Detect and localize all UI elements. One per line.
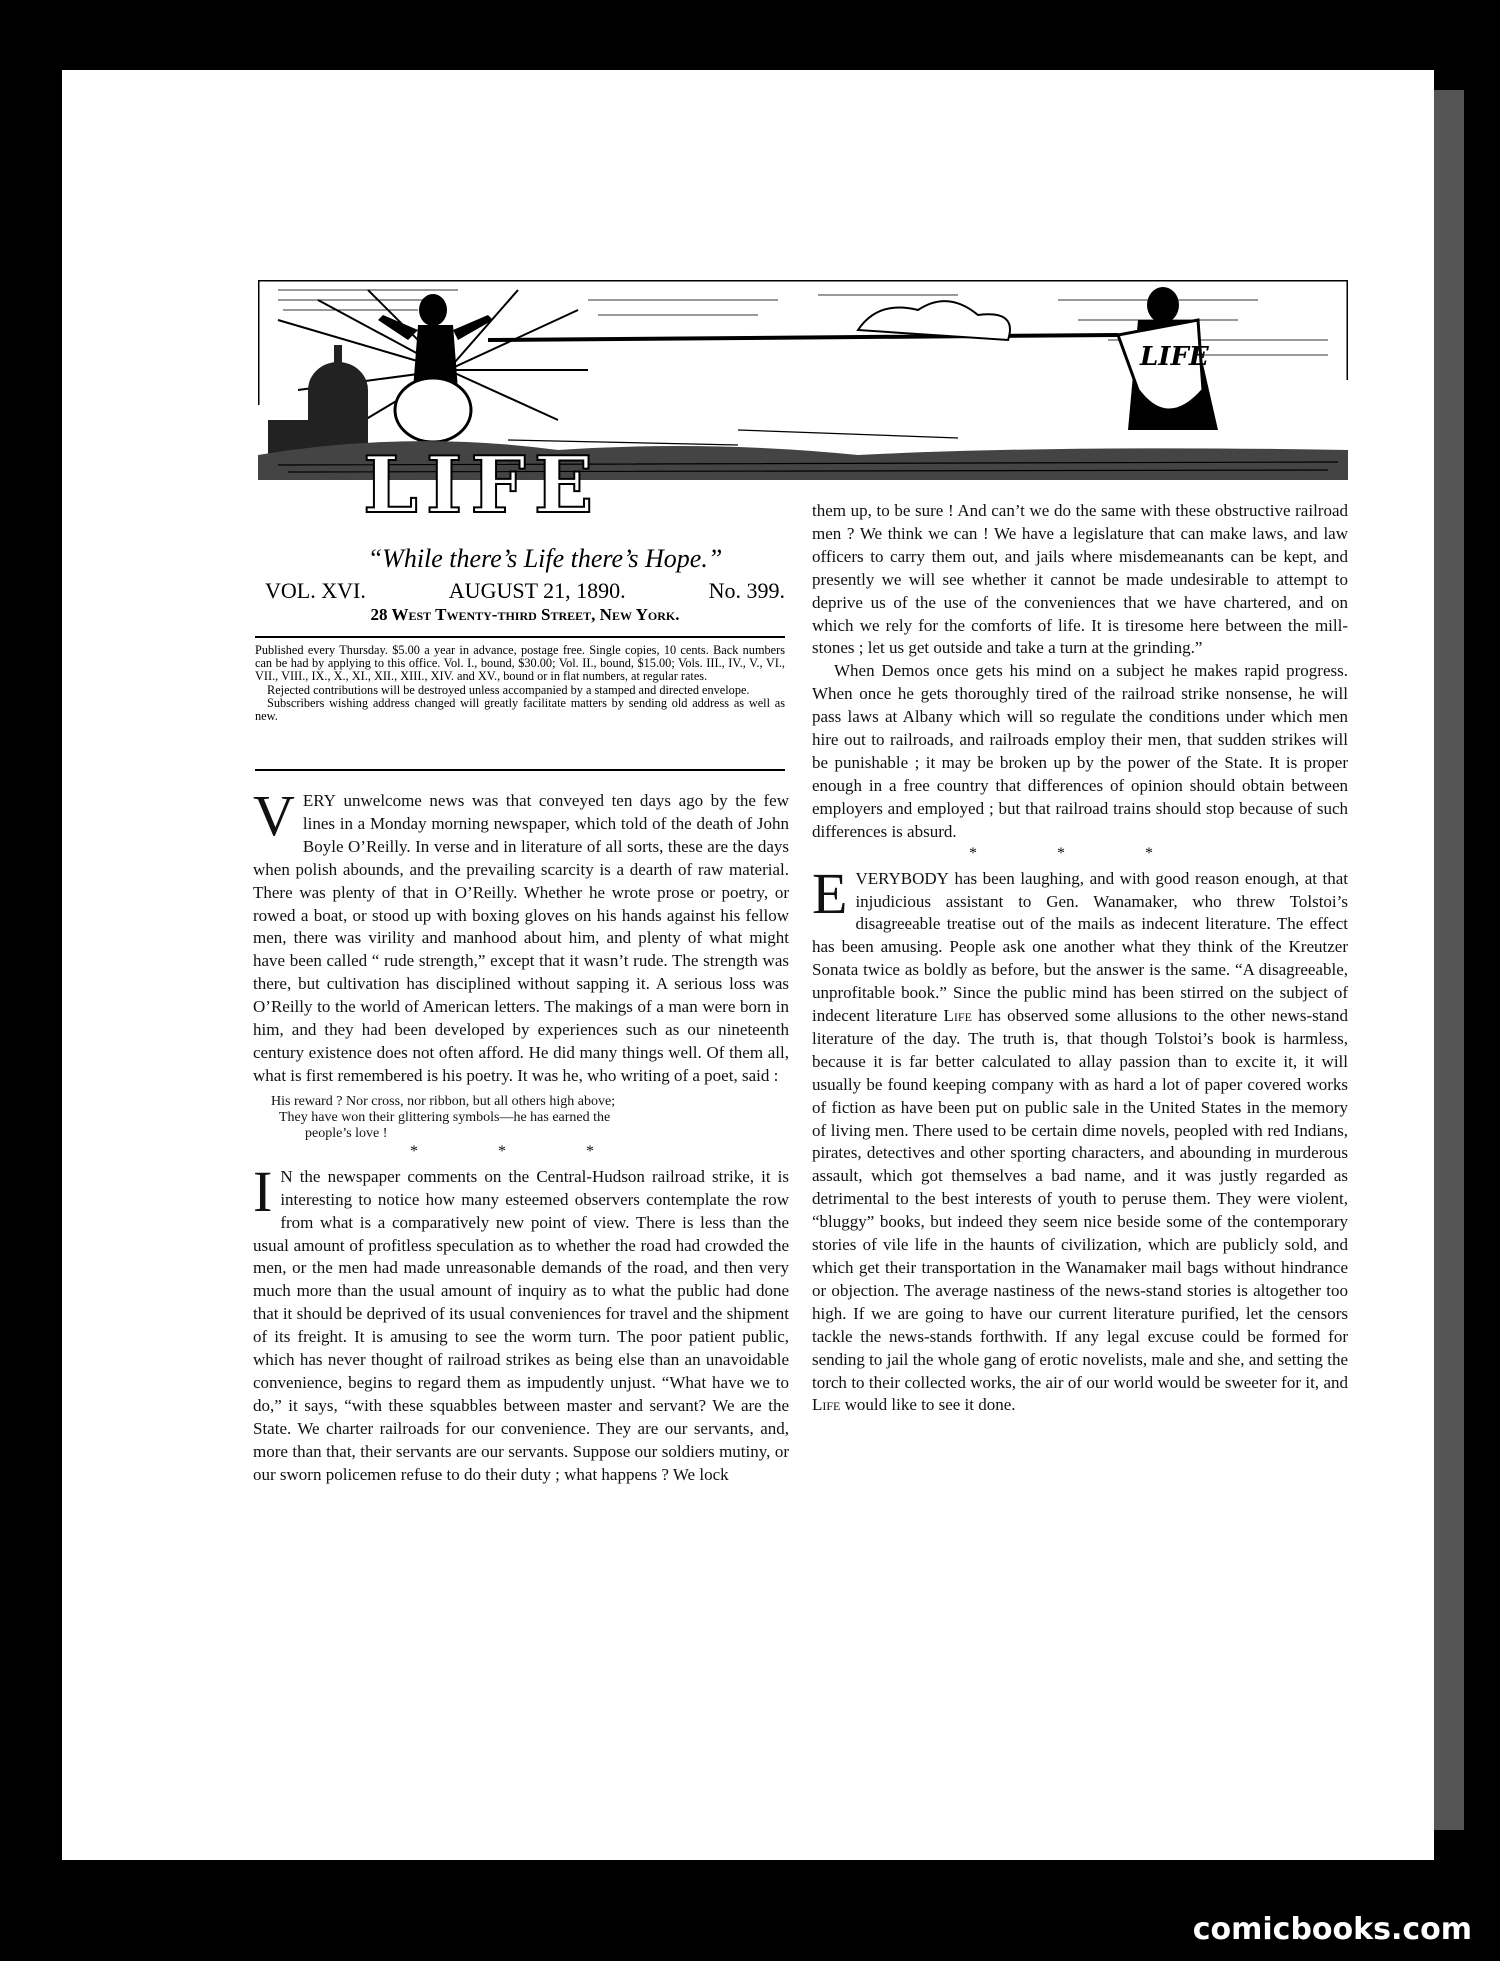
article-text: the newspaper comments on the Central-Hudson railroad strike, it is interesting to notice how many esteemed observers contemplate the row from what is a comparatively new point of view. There is less than the usual amount of profitless speculation as to whether the road had crowded the men, or the men had made unreasonable demands of the road, and then very much more than the usual amount of inquiry as to what the public had done that it should be deprived of its usual conveniences for travel and the shipment of its freight. It is amusing to see the worm turn. The poor patient public, which has never thought of railroad strikes as being else than an unavoidable convenience, begins to regard them as impudently unjust. “What have we to do,” it says, “with these squabbles between master and servant? We are the State. We charter railroads for our convenience. They are our servants, and, more than that, their servants are our servants. Suppose our soldiers mutiny, or our sworn policemen refuse to do their duty ; what happens ? We lock (253, 1166, 789, 1484)
publisher-address: 28 West Twenty-third Street, New York. (370, 605, 680, 624)
article-text: unwelcome news was that conveyed ten days ago by the few lines in a Monday morning newspaper, which told of the death of John Boyle O’Reilly. In verse and in literature of all sorts, these are the days when polish abounds, and the prevailing scarcity is a dearth of raw material. There was plenty of that in O’Reilly. Whether he wrote prose or poetry, or rowed a boat, or stood up with boxing gloves on his hands against his fellow men, there was virility and manhood about him, and plenty of what might have been called “ rude strength,” except that it wasn’t rude. The strength was there, but cultivation has disciplined without sapping it. A serious loss was O’Reilly to the world of American letters. The makings of a man were born in him, and they had been developed by experiences such as our nineteenth century existence does not often afford. He did many things well. Of them all, what is first remembered is his poetry. It was he, who writing of a poet, said : (253, 791, 789, 1085)
poem-line: people’s love ! (305, 1125, 388, 1141)
subscription-info: Published every Thursday. $5.00 a year in advance, postage free. Single copies, 10 cents. Back numbers can be had by applying to this office. Vol. I., bound, $30.00; Vol. II., bound, $15.00; Vols. III., IV., V., VI., VII., VIII., IX., X., XI., XII., XIII., XIV. and XV., bound or in flat numbers, at regular rates. (255, 643, 785, 684)
issue-number: No. 399. (708, 578, 785, 603)
issue-date: AUGUST 21, 1890. (448, 578, 626, 603)
article-railroad (253, 1158, 789, 1487)
left-column (253, 783, 789, 1486)
drop-cap: E (812, 860, 848, 926)
life-name: Life (943, 1006, 972, 1026)
article-paragraph: When Demos once gets his mind on a subject he makes rapid progress. When once he gets thoroughly tired of the railroad strike nonsense, he will pass laws at Albany which will so regulate the conditions under which men hire out to railroads, and railroads employ their men, that sudden strikes will be punishable ; it may be broken up by the power of the State. It is proper enough in a free country that differences of opinion should obtain between employers and employed ; but that railroad trains should stop because of such differences is absurd. (812, 661, 1348, 841)
motto: “While there’s Life there’s Hope.” (367, 544, 723, 573)
article-text: has observed some allusions to the other news-stand literature of the day. The truth is, that though Tolstoi’s book is harmless, because it is far better calculated to allay passion than to excite it, it will usually be found keeping company with as hard a lot of paper covered works of fiction as have been put on public sale in the United States in the memory of living men. There used to be certain dime novels, peopled with red Indians, pirates, detectives and other sporting characters, and abounding in murderous assault, which got themselves a bad name, and it was justly regarded as detrimental to the best interests of youth to peruse them. They were violent, “bluggy” books, but indeed they seem nice beside some of the contemporary stories of vile life in the haunts of civilization, which are publicly sold, and which get their transportation in the Wanamaker mail bags without hindrance or objection. The average nastiness of the news-stand stories is altogether too high. If we are going to have our current literature purified, let the censors tackle the news-stands forthwith. If any legal excuse could be formed for sending to jail the whole gang of erotic novelists, male and she, and setting the torch to their collected works, the air of our world would be sweeter for it, and (812, 1006, 1348, 1392)
section-separator: * * * (969, 844, 1191, 862)
article-text: has been laughing, and with good reason enough, at that injudicious assistant to Gen. Wanamaker, who threw Tolstoi’s disagreeable treatise out of the mails as indecent literature. The effect has been amusing. People ask one another what they think of the Kreutzer Sonata twice as boldly as before, but the answer is the same. “A disagreeable, unprofitable book.” Since the public mind has been stirred on the subject of indecent literature (812, 868, 1348, 1026)
drop-cap: V (253, 783, 295, 848)
section-separator: * * * (410, 1142, 632, 1160)
address-change-info: Subscribers wishing address changed will greatly facilitate matters by sending old address as well as new. (255, 695, 785, 724)
watermark: comicbooks.com (1192, 1912, 1472, 1947)
article-text: would like to see it done. (840, 1395, 1016, 1415)
poem-line: They have won their glittering symbols—he has earned the (279, 1109, 611, 1125)
article-tolstoi (812, 860, 1348, 1418)
lead-caps: ERY (302, 791, 336, 810)
shield-label: LIFE (1140, 342, 1209, 372)
contributions-info: Rejected contributions will be destroyed unless accompanied by a stamped and directed envelope. (267, 682, 750, 697)
lead-caps: VERYBODY (855, 868, 949, 888)
life-name: Life (812, 1395, 841, 1415)
poem-quote (271, 1094, 789, 1142)
lead-caps: N (280, 1166, 293, 1186)
poem-line: His reward ? Nor cross, nor ribbon, but all others high above; (271, 1093, 616, 1109)
article-oreilly (253, 783, 789, 1088)
life-logo: LIFE (363, 440, 602, 520)
volume-number: VOL. XVI. (265, 578, 366, 603)
article-railroad-continued: them up, to be sure ! And can’t we do the same with these obstructive railroad men ? We think we can ! We have a legislature that can make laws, and law officers to carry them out, and jails where misdemeanants can be kept, and presently we will see whether it cannot be made undesirable to attempt to deprive us of the use of the conveniences that we have chartered, and on which we rely for the comforts of life. It is tiresome here between the mill-stones ; let us get outside and take a turn at the grinding.” (812, 501, 1348, 658)
right-column (812, 500, 1348, 1417)
volume-line (265, 578, 785, 604)
publication-info (255, 636, 785, 723)
masthead-illustration (258, 280, 1348, 520)
facing-page-edge (1434, 90, 1464, 1830)
drop-cap: I (253, 1158, 273, 1224)
divider (255, 769, 785, 771)
